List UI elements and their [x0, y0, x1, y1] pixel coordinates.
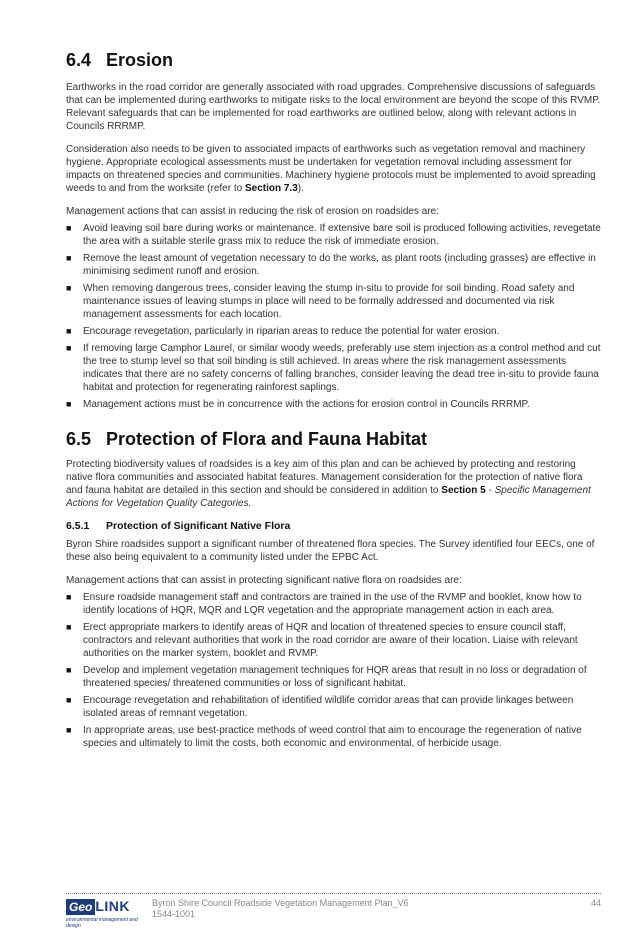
section-title: Erosion [106, 50, 174, 70]
logo-geo: Geo [66, 899, 95, 915]
list-intro: Management actions that can assist in protecting significant native flora on roadsides are: [66, 575, 462, 586]
paragraph-text: Consideration also needs to be given to associated impacts of earthworks such as vegetation removal and machinery hygiene. Appropriate ecological assessments must be undertaken for vegetation removal including assessment for impacts on threatened species and communities. Machinery hygiene protocols must be implemented to avoid spreading weeds to and from the worksite (refer to [66, 144, 596, 194]
section-reference: Section 5 [441, 485, 486, 496]
list-item [66, 694, 601, 720]
paragraph [66, 458, 601, 510]
paragraph-text: Protecting biodiversity values of roadsides is a key aim of this plan and can be achieved by protecting and restoring native flora communities and associated habitat features. Management consideration for the protection of native flora and fauna habitat are detailed in this section and should be considered in addition to [66, 459, 583, 496]
list-item-text: Encourage revegetation and rehabilitation of identified wildlife corridor areas that can provide linkages between isolated areas of remnant vegetation. [83, 695, 574, 719]
subsection-number: 6.5.1 [66, 520, 90, 532]
subsection-heading [66, 520, 601, 532]
list-item-text: Avoid leaving soil bare during works or maintenance. If extensive bare soil is produced following activities, revegetate the area with a suitable sterile grass mix to reduce the risk of immediate erosion. [83, 223, 601, 247]
list-item [66, 398, 601, 411]
section-title: Protection of Flora and Fauna Habitat [106, 429, 428, 449]
page-footer [66, 893, 601, 929]
list-item [66, 621, 601, 660]
list-item [66, 342, 601, 394]
bullet-icon: ■ [66, 399, 72, 409]
paragraph-text: ). [297, 183, 304, 194]
paragraph: Byron Shire roadsides support a significant number of threatened flora species. The Survey identified four EECs, one of these also being equivalent to a community listed under the EPBC Act. [66, 539, 595, 563]
bullet-icon: ■ [66, 326, 72, 336]
bullet-icon: ■ [66, 592, 72, 602]
list-item [66, 664, 601, 690]
list-item-text: Remove the least amount of vegetation necessary to do the works, as plant roots (including grasses) are effective in minimising sediment runoff and erosion. [83, 253, 596, 277]
list-item [66, 591, 601, 617]
footer-doc-title: Byron Shire Council Roadside Vegetation Management Plan_V6 [152, 898, 409, 908]
list-item-text: Erect appropriate markers to identify areas of HQR and location of threatened species to ensure council staff, contractors and relevant authorities that work in the road corridor are aware of their location. Liaise with relevant authorities on the marker system, booklet and RVMP. [83, 622, 578, 659]
section-number: 6.5 [66, 429, 92, 449]
footer-row [66, 898, 601, 929]
list-item [66, 325, 601, 338]
section-heading-flora [66, 429, 601, 450]
list-item-text: If removing large Camphor Laurel, or similar woody weeds, preferably use stem injection as a control method and cut the tree to stump level so that soil binding is still achieved. In areas where the risk management assessments indicates that there are no safety concerns of falling branches, consider leaving the dead tree in-situ to provide fauna habitat and protection for regenerating rainforest saplings. [83, 343, 601, 393]
list-item [66, 724, 601, 750]
list-intro: Management actions that can assist in reducing the risk of erosion on roadsides are: [66, 206, 439, 217]
bullet-icon: ■ [66, 283, 72, 293]
list-item [66, 252, 601, 278]
list-item-text: Develop and implement vegetation management techniques for HQR areas that result in no loss or degradation of threatened species/ threatened communities or loss of significant habitat. [83, 665, 587, 689]
bullet-icon: ■ [66, 343, 72, 353]
flora-action-list [66, 591, 601, 750]
list-item-text: Ensure roadside management staff and contractors are trained in the use of the RVMP and booklet, know how to identify locations of HQR, MQR and LQR vegetation and the appropriate management action in each area. [83, 592, 582, 616]
list-item-text: In appropriate areas, use best-practice methods of weed control that aim to encourage the regeneration of native species and ultimately to limit the costs, both economic and environmental, of herbicide usage. [83, 725, 582, 749]
footer-doc-number: 1544-1001 [152, 909, 196, 919]
section-heading-erosion [66, 50, 601, 71]
section-number: 6.4 [66, 50, 92, 70]
paragraph [66, 143, 601, 195]
bullet-icon: ■ [66, 223, 72, 233]
bullet-icon: ■ [66, 622, 72, 632]
geolink-logo [66, 898, 140, 929]
list-item-text: Management actions must be in concurrence with the actions for erosion control in Councils RRRMP. [83, 399, 530, 410]
bullet-icon: ■ [66, 665, 72, 675]
list-item [66, 282, 601, 321]
subsection-title: Protection of Significant Native Flora [106, 520, 291, 532]
paragraph: Earthworks in the road corridor are generally associated with road upgrades. Comprehensive discussions of safeguards that can be implemented during earthworks to mitigate risks to the local environment are beyond the scope of this RVMP. Relevant safeguards that can be implemented for road earthworks are outlined below, along with relevant actions in Councils RRRMP. [66, 82, 601, 132]
logo-link: LINK [95, 898, 131, 914]
list-item-text: When removing dangerous trees, consider leaving the stump in-situ to provide for soil binding. Road safety and maintenance issues of leaving stumps in place will need to be formally addressed and documented via risk management assessments for each location. [83, 283, 575, 320]
list-item [66, 222, 601, 248]
section-reference: Section 7.3 [244, 183, 298, 194]
page-number: 44 [590, 898, 601, 908]
footer-divider [66, 893, 601, 894]
erosion-action-list [66, 222, 601, 411]
logo-tagline: environmental management and design [66, 917, 138, 929]
bullet-icon: ■ [66, 253, 72, 263]
reference-title: - Specific Management Actions for Vegetation Quality Categories. [66, 485, 591, 509]
list-item-text: Encourage revegetation, particularly in riparian areas to reduce the potential for water erosion. [83, 326, 500, 337]
bullet-icon: ■ [66, 695, 72, 705]
bullet-icon: ■ [66, 725, 72, 735]
footer-doc-info [152, 898, 409, 920]
